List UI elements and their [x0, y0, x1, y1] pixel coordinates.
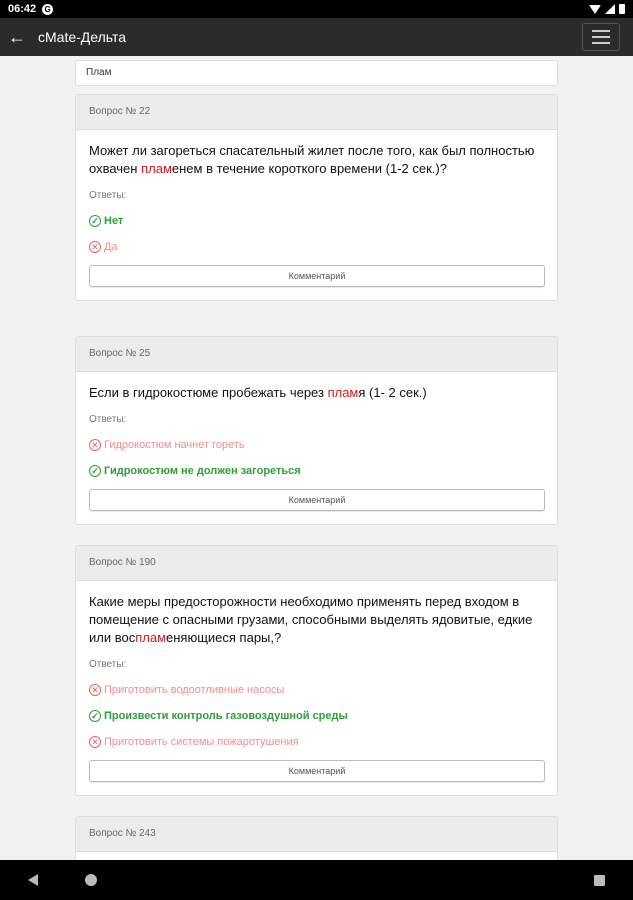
- question-number: Вопрос № 25: [76, 337, 557, 372]
- results-list[interactable]: [0, 56, 633, 860]
- app-bar: [0, 18, 633, 56]
- question-text: Какие меры предосторожности необходимо применять перед входом в помещение с опасными грузами, способными выделять ядовитые, едкие или воспламеняющиеся пары,?: [89, 594, 533, 645]
- hamburger-menu-icon[interactable]: [582, 23, 620, 51]
- comment-button[interactable]: Комментарий: [89, 760, 545, 782]
- search-highlight: плам: [135, 630, 167, 645]
- google-icon: G: [42, 4, 53, 15]
- battery-icon: [619, 4, 625, 14]
- search-highlight: плам: [141, 161, 172, 176]
- x-circle-icon: ✕: [89, 736, 101, 748]
- answer-correct: ✓ Гидрокостюм не должен загореться: [89, 465, 544, 477]
- app-title: cMate-Дельта: [38, 29, 126, 45]
- x-circle-icon: ✕: [89, 439, 101, 451]
- answer-correct: ✓ Нет: [89, 215, 544, 227]
- question-number: Вопрос № 243: [76, 817, 557, 852]
- answer-wrong: ✕ Гидрокостюм начнет гореть: [89, 439, 544, 451]
- nav-recents-icon[interactable]: [594, 875, 605, 886]
- question-card: [75, 336, 558, 525]
- check-circle-icon: ✓: [89, 465, 101, 477]
- answer-wrong: ✕ Приготовить системы пожаротушения: [89, 736, 544, 748]
- check-circle-icon: ✓: [89, 215, 101, 227]
- question-number: Вопрос № 22: [76, 95, 557, 130]
- question-card: [75, 816, 558, 860]
- search-field[interactable]: Плам: [75, 60, 558, 86]
- question-text: Если в гидрокостюме пробежать через пламя (1- 2 сек.): [89, 385, 427, 400]
- status-bar: [0, 0, 633, 18]
- question-text: Может ли загореться спасательный жилет после того, как был полностью охвачен пламенем в течение короткого времени (1-2 сек.)?: [89, 143, 535, 176]
- answer-wrong: ✕ Да: [89, 241, 544, 253]
- signal-icon: [605, 4, 615, 14]
- x-circle-icon: ✕: [89, 241, 101, 253]
- comment-button[interactable]: Комментарий: [89, 489, 545, 511]
- question-card: [75, 545, 558, 796]
- search-highlight: плам: [327, 385, 359, 400]
- status-icons: [589, 4, 625, 14]
- back-arrow-icon[interactable]: ←: [8, 26, 26, 47]
- answer-correct: ✓ Произвести контроль газовоздушной среды: [89, 710, 544, 722]
- x-circle-icon: ✕: [89, 684, 101, 696]
- nav-back-icon[interactable]: [28, 874, 38, 886]
- answer-wrong: ✕ Приготовить водоотливные насосы: [89, 684, 544, 696]
- check-circle-icon: ✓: [89, 710, 101, 722]
- question-number: Вопрос № 190: [76, 546, 557, 581]
- answers-label: Ответы:: [89, 414, 127, 425]
- system-nav-bar: [0, 860, 633, 900]
- wifi-icon: [589, 5, 601, 14]
- question-card: [75, 94, 558, 301]
- nav-home-icon[interactable]: [85, 874, 97, 886]
- comment-button[interactable]: Комментарий: [89, 265, 545, 287]
- status-time: 06:42: [8, 3, 37, 15]
- answers-label: Ответы:: [89, 190, 127, 201]
- answers-label: Ответы:: [89, 659, 127, 670]
